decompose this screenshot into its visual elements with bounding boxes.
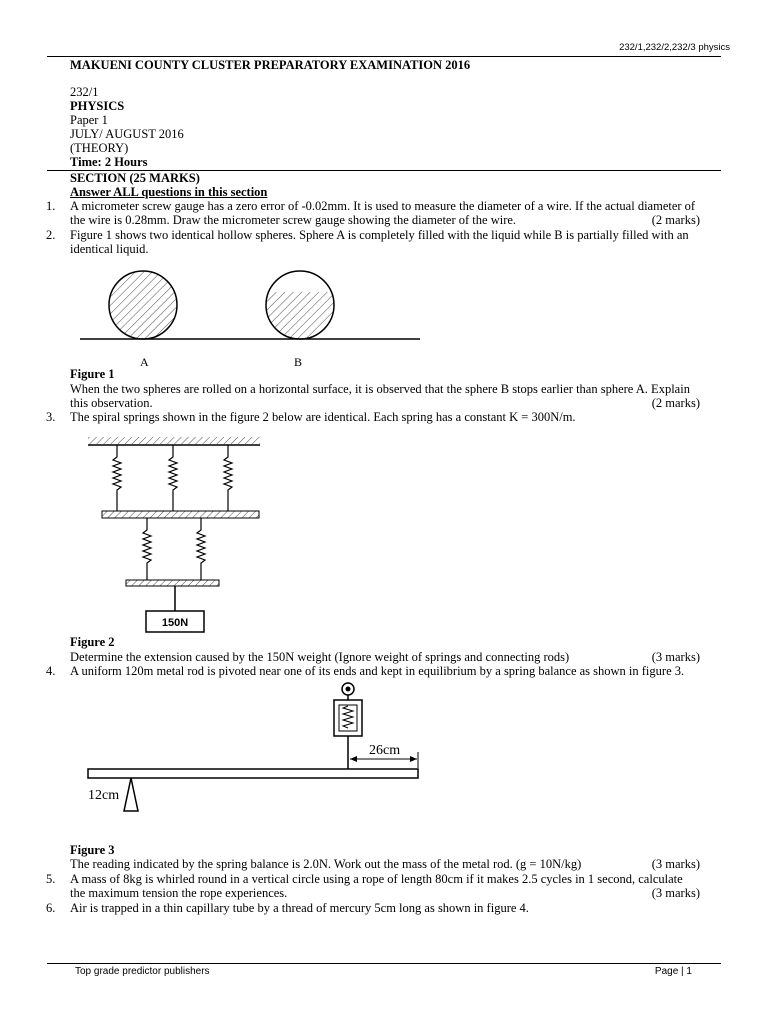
ceiling-hatch: [88, 437, 260, 444]
sphere-b-liquid: [260, 292, 340, 352]
q2-number: 2.: [46, 228, 56, 242]
header-code: 232/1,232/2,232/3 physics: [619, 42, 730, 53]
q5-marks: (3 marks): [651, 886, 700, 900]
figure2-caption: Figure 2: [70, 635, 115, 649]
q3-number: 3.: [46, 410, 56, 424]
balance-ring-center: [346, 687, 351, 692]
metal-rod: [88, 769, 418, 778]
q4-question: The reading indicated by the spring balance is 2.0N. Work out the mass of the metal rod. (g = 10N/kg): [70, 857, 582, 871]
section-title: SECTION (25 MARKS): [70, 171, 200, 185]
section-instruction: Answer ALL questions in this section: [70, 185, 268, 199]
label-a: A: [140, 355, 149, 369]
q2-explain-line2: this observation.: [70, 396, 153, 410]
q2-text-line2: identical liquid.: [70, 242, 149, 256]
q1-number: 1.: [46, 199, 56, 213]
exam-paper: Paper 1: [70, 113, 108, 127]
footer-page: Page | 1: [654, 966, 692, 977]
arrow-left: [350, 756, 357, 762]
q3-text: The spiral springs shown in the figure 2 below are identical. Each spring has a constant K = 300N/m.: [70, 410, 576, 424]
figure3-caption: Figure 3: [70, 843, 115, 857]
q3-question: Determine the extension caused by the 150N weight (Ignore weight of springs and connecting rods): [70, 650, 570, 664]
q2-explain-line1: When the two spheres are rolled on a horizontal surface, it is observed that the sphere B stops earlier than sphere A. Explain: [70, 382, 690, 396]
figure1-diagram: [60, 262, 440, 372]
figure2-diagram: [80, 432, 270, 638]
q5-text-line2: the maximum tension the rope experiences.: [70, 886, 288, 900]
footer-publisher: Top grade predictor publishers: [75, 966, 210, 977]
label-26cm: 26cm: [369, 743, 401, 758]
exam-type: (THEORY): [70, 141, 129, 155]
q1-text-line1: A micrometer screw gauge has a zero error of -0.02mm. It is used to measure the diameter of a wire. If the actual diameter of: [70, 199, 696, 213]
figure1-caption: Figure 1: [70, 367, 115, 381]
pivot: [124, 778, 138, 811]
q2-text-line1: Figure 1 shows two identical hollow spheres. Sphere A is completely filled with the liquid while B is partially filled with an: [70, 228, 689, 242]
q1-text-line2: the wire is 0.28mm. Draw the micrometer screw gauge showing the diameter of the wire.: [70, 213, 517, 227]
q4-marks: (3 marks): [651, 857, 700, 871]
spring-top-1: [113, 445, 121, 511]
q3-marks: (3 marks): [651, 650, 700, 664]
spring-bottom-1: [143, 518, 151, 580]
weight-label: 150N: [161, 617, 189, 629]
q1-marks: (2 marks): [651, 213, 700, 227]
label-12cm: 12cm: [88, 788, 120, 803]
q6-text: Air is trapped in a thin capillary tube by a thread of mercury 5cm long as shown in figure 4.: [70, 901, 529, 915]
exam-title: MAKUENI COUNTY CLUSTER PREPARATORY EXAMINATION 2016: [70, 58, 471, 72]
exam-time: Time: 2 Hours: [70, 155, 148, 169]
lower-bar: [126, 580, 219, 586]
exam-subject: PHYSICS: [70, 99, 125, 113]
spring-top-3: [224, 445, 232, 511]
header-rule: [47, 56, 721, 57]
exam-date: JULY/ AUGUST 2016: [70, 127, 184, 141]
arrow-right: [410, 756, 417, 762]
spring-bottom-2: [197, 518, 205, 580]
q5-text-line1: A mass of 8kg is whirled round in a vertical circle using a rope of length 80cm if it makes 2.5 cycles in 1 second, calculate: [70, 872, 683, 886]
q5-number: 5.: [46, 872, 56, 886]
footer-rule: [47, 963, 721, 964]
q4-text: A uniform 120m metal rod is pivoted near one of its ends and kept in equilibrium by a spring balance as shown in figure 3.: [70, 664, 685, 678]
exam-code: 232/1: [70, 85, 99, 99]
spring-top-2: [169, 445, 177, 511]
label-b: B: [294, 355, 303, 369]
sphere-a: [109, 271, 177, 339]
q6-number: 6.: [46, 901, 56, 915]
q2-marks: (2 marks): [651, 396, 700, 410]
q4-number: 4.: [46, 664, 56, 678]
figure3-diagram: [80, 680, 430, 815]
middle-bar: [102, 511, 259, 518]
